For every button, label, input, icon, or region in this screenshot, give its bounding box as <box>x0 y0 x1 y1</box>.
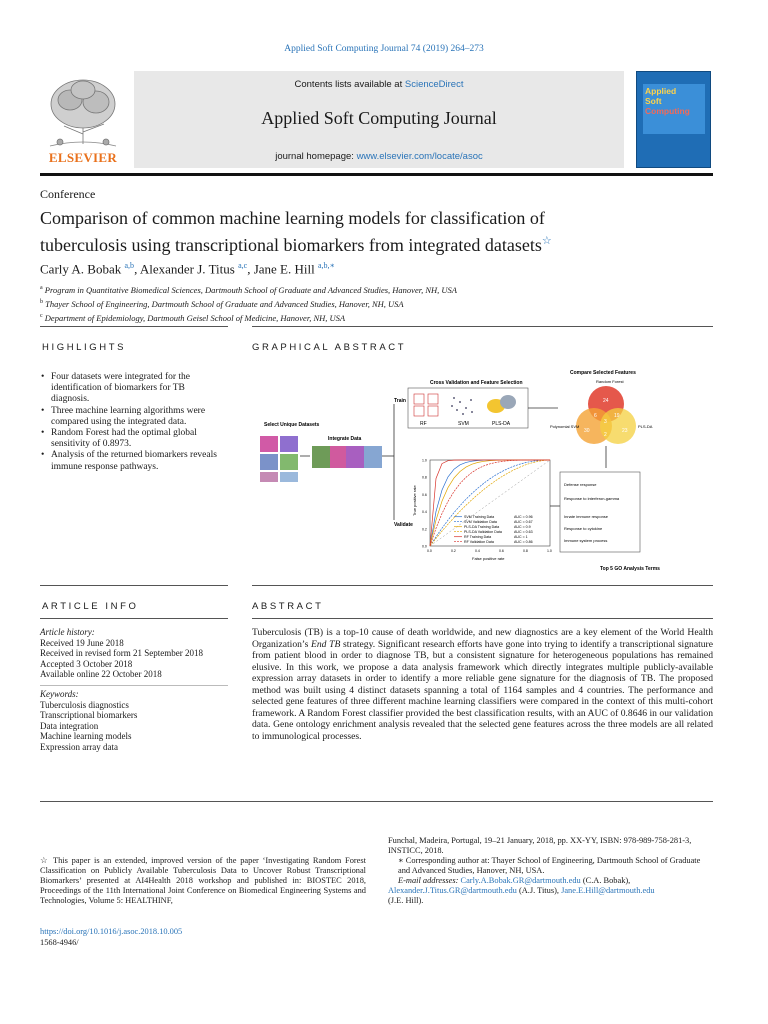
author-sep: , <box>134 261 140 277</box>
corresponding-text: Corresponding author at: Thayer School of Engineering, Dartmouth School of Graduate and Advanced Studies, Hanover, NH, USA. <box>398 856 701 875</box>
venn-count: 2 <box>604 432 607 438</box>
keywords-rule <box>40 685 228 686</box>
footnote-star-continued: Funchal, Madeira, Portugal, 19–21 January, 2018, pp. XX-YY, ISBN: 978-989-758-281-3, INSTICC, 2018. <box>388 836 692 855</box>
elsevier-wordmark: ELSEVIER <box>48 150 118 165</box>
article-info-heading: ARTICLE INFO <box>42 601 139 612</box>
roc-x-tick: 0.6 <box>499 549 504 553</box>
roc-y-tick: 0.0 <box>422 544 427 549</box>
ga-compare-label: Compare Selected Features <box>570 370 636 376</box>
roc-x-tick: 1.0 <box>547 549 552 553</box>
abstract-sub-rule <box>252 618 713 619</box>
email-addresses <box>388 876 713 886</box>
homepage-line <box>134 151 624 162</box>
go-term: Defense response <box>564 482 597 487</box>
roc-legend-label: PLS-DA Training Data <box>464 525 500 529</box>
roc-legend-label: SVM Validation Data <box>464 520 497 524</box>
graphical-abstract-figure[interactable] <box>258 364 710 580</box>
affiliation-sup: b <box>40 298 43 305</box>
author-name: Carly A. Bobak <box>40 261 122 277</box>
footnotes-right <box>388 836 713 906</box>
affiliation-item <box>40 296 457 310</box>
footnote-star <box>40 856 366 906</box>
roc-legend-auc: AUC = 0.67 <box>514 520 533 524</box>
go-term: Innate immune response <box>564 514 609 519</box>
history-item: Available online 22 October 2018 <box>40 669 162 679</box>
roc-x-tick: 0.8 <box>523 549 528 553</box>
keyword-item: Expression array data <box>40 741 118 752</box>
go-title: Top 5 GO Analysis Terms <box>600 566 660 572</box>
corresponding-mark: ∗ <box>398 856 406 865</box>
affiliation-text: Department of Epidemiology, Dartmouth Geisel School of Medicine, Hanover, NH, USA <box>44 312 346 323</box>
roc-legend-auc: AUC = 0.86 <box>514 540 533 544</box>
issn: 1568-4946/ <box>40 938 79 947</box>
author-affil-sup[interactable]: a,b,∗ <box>317 261 335 270</box>
highlights-list <box>40 372 222 473</box>
integrated-data-grid <box>312 446 382 468</box>
abstract-italic: End TB <box>311 638 341 650</box>
contents-line <box>134 79 624 90</box>
roc-x-tick: 0.2 <box>451 549 456 553</box>
affiliation-text: Program in Quantitative Biomedical Sciences, Dartmouth School of Graduate and Advanced Studies, Hanover, NH, USA <box>44 284 457 295</box>
footnote-star-text: This paper is an extended, improved version of the paper ‘Investigating Random Forest Classification on Publicly Available Tuberculosis Data to Uncover Robust Transcriptional Biomarkers’ presented at AI4Health 2018 workshop and published in: BIOSTEC 2018, Proceedings of the 11th International Joint Conference on Biomedical Engineering Systems and Technologies, Volume 5: HEALTHINF, <box>40 856 366 905</box>
cover-line-1: Applied <box>645 86 677 96</box>
doi-block <box>40 926 182 948</box>
ga-select-label: Select Unique Datasets <box>264 422 320 428</box>
email-label: E-mail addresses: <box>398 876 459 885</box>
email-line-2 <box>388 886 713 896</box>
abstract-top-rule <box>252 585 713 586</box>
affiliation-sup: a <box>40 285 43 291</box>
contents-prefix: Contents lists available at <box>294 79 405 90</box>
ga-validate-label: Validate <box>394 522 413 528</box>
email-owner-last: (J.E. Hill). <box>388 896 424 905</box>
highlight-item: • Four datasets were integrated for the identification of biomarkers for TB diagnosis. <box>40 372 222 406</box>
journal-cover[interactable] <box>636 71 711 168</box>
article-history <box>40 627 228 680</box>
roc-x-label: False positive rate <box>472 556 505 561</box>
author-affil-sup[interactable]: a,b <box>124 261 135 270</box>
ga-venn-pls: PLS-DA <box>638 424 653 429</box>
ga-venn-svm: Polynomial SVM <box>550 424 580 429</box>
abstract-part-1: Tuberculosis (TB) is a top-10 cause of death worldwide, and new diagnostics are a key element of the World Health Organization’s <box>252 627 713 650</box>
author-list <box>40 261 335 277</box>
roc-y-tick: 0.2 <box>422 527 427 532</box>
figure-background <box>258 364 710 580</box>
ga-integrate-label: Integrate Data <box>328 436 362 442</box>
affiliation-text: Thayer School of Engineering, Dartmouth School of Graduate and Advanced Studies, Hanover, NH, USA <box>45 298 404 309</box>
roc-y-tick: 0.6 <box>422 492 427 497</box>
abstract-heading: ABSTRACT <box>252 601 324 612</box>
highlight-item: • Analysis of the returned biomarkers reveals immune response pathways. <box>40 450 222 472</box>
history-item: Accepted 3 October 2018 <box>40 658 133 669</box>
section-type: Conference <box>40 187 96 201</box>
ga-rf-label: RF <box>420 421 427 427</box>
roc-legend-auc: AUC = 0.63 <box>514 530 533 534</box>
roc-y-tick: 1.0 <box>422 458 427 463</box>
venn-count: 23 <box>622 428 628 434</box>
affiliation-item <box>40 282 457 296</box>
roc-y-tick: 0.4 <box>422 510 427 515</box>
highlight-item: • Random Forest had the optimal global sensitivity of 0.8973. <box>40 428 222 450</box>
artinfo-sub-rule <box>40 618 228 619</box>
roc-legend-label: SVM Training Data <box>464 515 495 519</box>
roc-y-tick: 0.8 <box>422 475 427 480</box>
roc-legend-auc: AUC = 0.9 <box>514 525 531 529</box>
author-name: Alexander J. Titus <box>139 261 235 277</box>
ga-svm-label: SVM <box>458 421 469 427</box>
affiliation-sup: c <box>40 312 43 319</box>
keyword-item: Data integration <box>40 720 99 731</box>
title-line-2 <box>40 230 720 257</box>
affiliations <box>40 282 457 323</box>
highlight-item: • Three machine learning algorithms were compared using the integrated data. <box>40 406 222 428</box>
affiliation-item <box>40 310 457 324</box>
journal-reference[interactable]: Applied Soft Computing Journal 74 (2019) 264–273 <box>284 44 484 54</box>
title-line-1: Comparison of common machine learning models for classification of <box>40 208 545 228</box>
go-term: Immune system process <box>564 538 608 543</box>
author-affil-sup[interactable]: a,c <box>238 261 248 270</box>
keyword-item: Machine learning models <box>40 731 132 741</box>
doi-link[interactable]: https://doi.org/10.1016/j.asoc.2018.10.005 <box>40 927 183 936</box>
go-term: Response to cytokine <box>564 526 603 531</box>
footnote-star-mark: ☆ <box>40 856 53 865</box>
history-item: Received 19 June 2018 <box>40 637 124 648</box>
keywords-label: Keywords: <box>40 689 79 699</box>
keywords <box>40 689 228 752</box>
keyword-item: Tuberculosis diagnostics <box>40 699 129 710</box>
roc-legend-label: RF Validation Data <box>464 540 494 544</box>
author-name: Jane E. Hill <box>253 261 315 277</box>
footnote-rule <box>40 801 713 802</box>
roc-legend-auc: AUC = 1 <box>514 535 528 539</box>
venn-count: 3 <box>604 419 607 425</box>
venn-count: 24 <box>603 398 609 404</box>
title-line-2-text: tuberculosis using transcriptional biomarkers from integrated datasets <box>40 235 542 255</box>
title-footnote-star[interactable]: ☆ <box>541 235 552 247</box>
ga-train-label: Train <box>394 398 406 404</box>
header-rule <box>40 173 713 176</box>
journal-title: Applied Soft Computing Journal <box>261 108 497 128</box>
email-link[interactable]: Alexander.J.Titus.GR@dartmouth.edu <box>388 886 517 895</box>
roc-y-label: True positive rate <box>412 485 417 516</box>
keyword-item: Transcriptional biomarkers <box>40 710 138 720</box>
roc-legend-label: PLS-DA Validation Data <box>464 530 502 534</box>
ga-plsda-label: PLS-DA <box>492 421 511 427</box>
cover-title <box>645 86 690 116</box>
roc-x-tick: 0.4 <box>475 549 480 553</box>
venn-count: 19 <box>614 413 620 419</box>
email-link[interactable]: Carly.A.Bobak.GR@dartmouth.edu <box>460 876 581 885</box>
graphical-top-rule <box>252 326 713 327</box>
ga-venn-rf: Random Forest <box>596 379 624 384</box>
roc-x-tick: 0.0 <box>427 549 432 553</box>
roc-legend-label: RF Training Data <box>464 535 492 539</box>
highlights-heading: HIGHLIGHTS <box>42 342 127 353</box>
homepage-prefix: journal homepage: <box>275 151 357 162</box>
venn-count: 6 <box>594 413 597 419</box>
abstract-text <box>252 627 713 742</box>
abstract-part-2: strategy. Significant research efforts have gone into trying to identify a transcriptional signature from patient blood in order to diagnose TB, but a consistent signature for heterogeneous populations has remained elusive. In this work, we propose a data analysis framework which directly integrates multiple publicly-available expression array datasets in order to identify a more reliable gene signature for the diagnosis of TB. The proposed method was built using 4 distinct datasets spanning a total of 1164 samples and 4 countries. The performance and selected gene features of three different machine learning classifiers were compared in the context of this multi-cohort framework. A Random Forest classifier provided the best classification results, with an AUC of 0.8646 in our validation data. Gene ontology enrichment analysis revealed that the selected gene features across the three models are all related to immunological processes. <box>252 638 713 742</box>
author-sep: , <box>247 261 254 277</box>
ga-cv-label: Cross Validation and Feature Selection <box>430 380 523 386</box>
article-title <box>40 207 720 257</box>
highlights-top-rule <box>40 326 228 327</box>
venn-count: 30 <box>584 428 590 434</box>
email-owner: (C.A. Bobak), <box>580 876 631 885</box>
roc-legend-auc: AUC = 0.96 <box>514 515 533 519</box>
homepage-link[interactable]: www.elsevier.com/locate/asoc <box>356 151 483 162</box>
graphical-abstract-heading: GRAPHICAL ABSTRACT <box>252 342 407 353</box>
history-item: Received in revised form 21 September 2018 <box>40 648 203 658</box>
sciencedirect-link[interactable]: ScienceDirect <box>404 79 464 90</box>
email-owner: (A.J. Titus), <box>516 886 562 895</box>
email-link[interactable]: Jane.E.Hill@dartmouth.edu <box>561 886 655 895</box>
corresponding-author <box>388 856 713 876</box>
cover-line-3: Computing <box>645 106 690 116</box>
artinfo-top-rule <box>40 585 228 586</box>
go-term: Response to interferon-gamma <box>564 496 620 501</box>
cover-line-2: Soft <box>645 96 662 106</box>
history-label: Article history: <box>40 627 95 637</box>
